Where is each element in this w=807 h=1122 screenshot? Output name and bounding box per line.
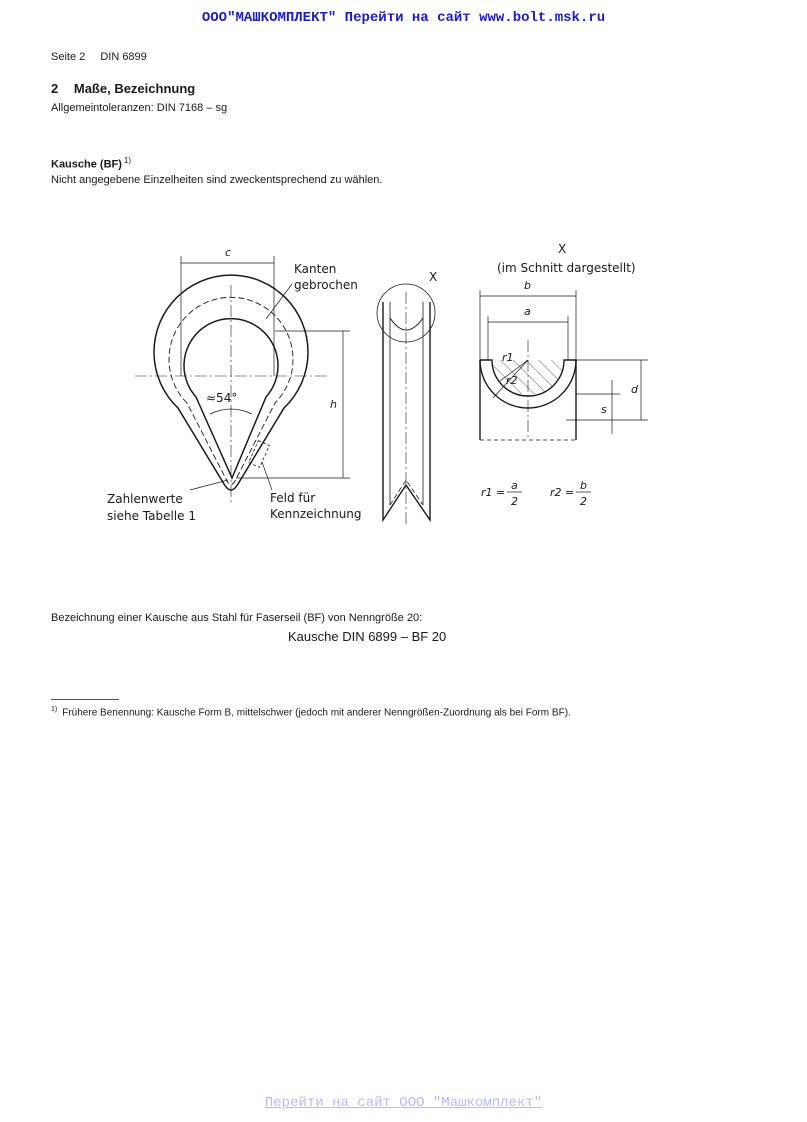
kausche-note: Nicht angegebene Einzelheiten sind zweckentsprechend zu wählen.	[51, 174, 383, 186]
feld-label-2: Kennzeichnung	[270, 507, 362, 521]
designation-intro: Bezeichnung einer Kausche aus Stahl für Faserseil (BF) von Nenngröße 20:	[51, 612, 423, 624]
formula-r2-lhs: r2 =	[550, 486, 575, 499]
dim-c-label: c	[225, 246, 232, 259]
kanten-label-1: Kanten	[294, 262, 337, 276]
formula-r1-num: a	[511, 479, 518, 492]
zahlen-leader	[190, 480, 228, 490]
footnote-divider	[51, 699, 119, 700]
kausche-title: Kausche (BF)	[51, 158, 122, 171]
standard-number: DIN 6899	[100, 51, 147, 63]
formula-r1-den: 2	[511, 495, 518, 508]
dim-b-label: b	[524, 279, 531, 292]
section-title	[51, 81, 195, 96]
footer-link[interactable]: Перейти на сайт ООО "Машкомплект"	[264, 1095, 543, 1111]
marking-field	[249, 441, 270, 468]
formula-r2-num: b	[580, 479, 587, 492]
dimension-c	[181, 256, 274, 376]
banner-link[interactable]: ООО"МАШКОМПЛЕКТ" Перейти на сайт www.bolt.msk.ru	[201, 10, 606, 26]
designation-example: Kausche DIN 6899 – BF 20	[288, 629, 447, 644]
zahlen-label-1: Zahlenwerte	[107, 492, 183, 506]
zahlen-label-2: siehe Tabelle 1	[107, 509, 196, 523]
section-number: 2	[51, 81, 59, 96]
page-number: Seite 2	[51, 51, 86, 63]
dim-a-label: a	[524, 305, 531, 318]
general-tolerances: Allgemeintoleranzen: DIN 7168 – sg	[51, 102, 228, 114]
kanten-label-2: gebrochen	[294, 278, 358, 292]
detail-title: X	[558, 242, 567, 256]
footnote-text: Frühere Benennung: Kausche Form B, mittelschwer (jedoch mit anderer Nenngrößen-Zuordnung als bei Form BF).	[62, 707, 571, 719]
footnote-ref: 1)	[123, 156, 132, 165]
feld-leader	[262, 462, 272, 490]
footnote-marker: 1)	[51, 706, 58, 713]
formula-r1-lhs: r1 =	[481, 486, 506, 499]
r1-label: r1	[502, 351, 514, 364]
banner	[0, 10, 807, 26]
page-header	[51, 51, 147, 63]
section-heading: Maße, Bezeichnung	[73, 81, 196, 96]
feld-label-1: Feld für	[270, 491, 316, 505]
kausche-heading	[51, 156, 131, 171]
dim-d-label: d	[631, 383, 638, 396]
formula-r2-den: 2	[580, 495, 587, 508]
section-marker-label: X	[429, 270, 438, 284]
dimension-a	[488, 316, 568, 360]
r2-label: r2	[506, 374, 518, 387]
technical-drawing	[95, 225, 655, 535]
dim-s-label: s	[601, 403, 607, 416]
detail-subtitle: (im Schnitt dargestellt)	[497, 261, 636, 275]
dimension-s	[576, 380, 620, 434]
angle-label: ≈54°	[206, 391, 238, 405]
footnote	[51, 706, 571, 718]
dim-h-label: h	[330, 398, 337, 411]
